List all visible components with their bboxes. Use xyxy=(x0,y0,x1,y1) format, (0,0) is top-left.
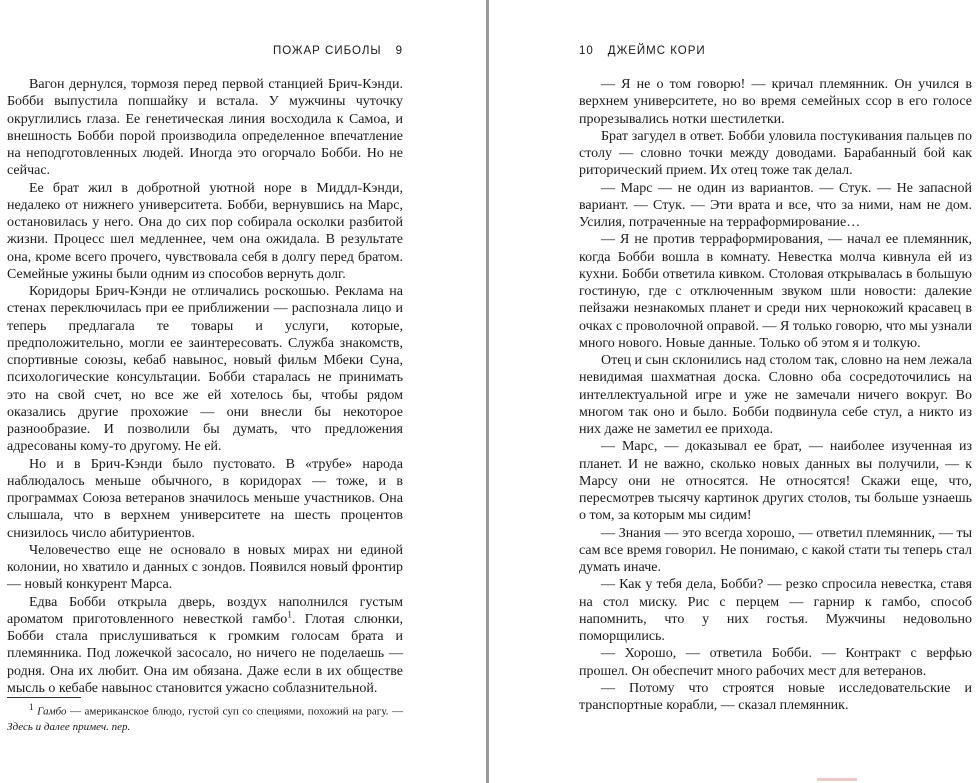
paragraph: Едва Бобби открыла дверь, воздух наполнился густым ароматом приготовленного невесткой гамбо$^1$. Глотая слюнки, Бобби стала прислушиваться к громким голосам брата и племянника. Под ложечкой засосало, но ничего не поделаешь — родня. Она их любит. Она им обязана. Даже если в их обществе мысль о кебабе навынос становится ужасно соблазнительной. xyxy=(7,594,404,696)
paragraph: Брат загудел в ответ. Бобби уловила постукивания пальцев по столу — словно точки между доводами. Барабанный бой как риторический прием. Их отец тоже так делал. xyxy=(579,128,972,179)
paragraph: Отец и сын склонились над столом так, словно на нем лежала невидимая шахматная доска. Словно оба сосредоточились на интеллектуальной игре и уже не замечали ничего вокруг. Во многом так оно и было. Бобби подвинула себе стул, а никто из них даже не заметил ее прихода. xyxy=(579,353,972,437)
paragraph: Коридоры Брич-Кэнди не отличались роскошью. Реклама на стенах переключилась при ее приближении — распознала лицо и теперь предлагала те товары и услуги, которые, предположительно, могли ее заинтересовать. Служба знакомств, спортивные союзы, кебаб навынос, новый фильм Мбеки Суна, психологические консультации. Бобби старалась не принимать это на свой счет, но все же ей хотелось бы, чтобы рядом оказались другие прохожие — они внесли бы некоторое разнообразие. И позволили бы думать, что предложения адресованы кому-то другому. Не ей. xyxy=(7,284,403,455)
paragraph: — Знания — это всегда хорошо, — ответил племянник, — ты сам все время говорил. Не понимаю, с какой стати ты теперь стал думать иначе. xyxy=(579,525,972,575)
paragraph: Ее брат жил в добротной уютной норе в Миддл-Кэнди, недалеко от нижнего университета. Бобби, вернувшись на Марс, остановилась у него. Она до сих пор собирала осколки разбитой жизни. Процесс шел медленнее, чем она ожидала. В результате она, кроме всего прочего, чувствовала себя в долгу перед братом. Семейные ужины были одним из способов вернуть долг. xyxy=(7,180,403,282)
right-page xyxy=(489,0,976,783)
paragraph: Вагон дернулся, тормозя перед первой станцией Брич-Кэнди. Бобби выпустила попшайку и встала. У мужчины чуточку округлились глаза. Ее генетическая линия восходила к Самоа, и внешность Бобби порой производила определенное впечатление на неподготовленных людей. Иногда это огорчало Бобби. Но не сейчас. xyxy=(7,77,403,179)
page-number: 9 xyxy=(395,45,403,57)
footnote-marker: 1 xyxy=(29,702,34,712)
footnote-divider xyxy=(7,697,81,698)
paragraph-end: Глотая слюнки, Бобби стала прислушиваться к громким голосам брата и племянника. Под ложечкой засосало, но ничего не поделаешь — родня. Она их любит. Она им обязана. Даже если в их обществе мысль о кебабе навынос становится ужасно соблазнительной. xyxy=(7,611,404,696)
footnote xyxy=(7,700,403,735)
paragraph: — Я не против терраформирования, — начал ее племянник, когда Бобби вошла в комнату. Невестка молча кивнула ей из кухни. Бобби ответила кивком. Столовая открывалась в большую гостиную, где с отключенным звуком шли новости: далекие пейзажи незнакомых планет и среди них чернокожий красавец в очках с проволочной оправой. — Я только говорю, что мы узнали много нового. Новые данные. Только об этом я и толкую. xyxy=(579,232,972,351)
footnote-term: Гамбо xyxy=(37,705,67,718)
running-head-left xyxy=(273,45,403,57)
footnote-text: — американское блюдо, густой суп со специями, похожий на рагу. — xyxy=(66,705,403,718)
paragraph: — Марс, — доказывал ее брат, — наиболее изученная из планет. И не важно, сколько новых данных вы получили, — к Марсу они не относятся. Не относятся! Скажи еще, что, пересмотрев тысячу картинок других столов, ты больше узнаешь о том, за которым мы сидим! xyxy=(579,439,972,524)
page-number: 10 xyxy=(579,45,594,57)
running-head-title: ДЖЕЙМС КОРИ xyxy=(607,45,706,57)
paragraph: — Как у тебя дела, Бобби? — резко спросила невестка, ставя на стол миску. Рис с перцем — гарнир к гамбо, способ напомнить, что у них гостья. Мужчины недовольно поморщились. xyxy=(579,577,972,644)
left-page xyxy=(0,0,486,783)
page-mark xyxy=(817,778,857,781)
body-text-right xyxy=(579,76,972,714)
paragraph: — Марс — не один из вариантов. — Стук. — Не запасной вариант. — Стук. — Эти врата и все, что за ними, нам не дом. Усилия, потраченные на терраформирование… xyxy=(579,180,972,230)
footnote-note: Здесь и далее примеч. пер. xyxy=(7,720,131,733)
paragraph: Но и в Брич-Кэнди было пустовато. В «трубе» народа наблюдалось меньше обычного, в коридорах — тоже, и в программах Союза ветеранов значилось меньше участников. Она слышала, что в верхнем университете на шесть процентов снизилось число абитуриентов. xyxy=(7,456,403,541)
body-text-left xyxy=(7,76,403,697)
footnote-reference: 1 xyxy=(287,609,292,620)
running-head-title: ПОЖАР СИБОЛЫ xyxy=(272,45,382,57)
running-head-right xyxy=(579,45,706,57)
paragraph: — Хорошо, — ответила Бобби. — Контракт с верфью прошел. Он обеспечит много рабочих мест для ветеранов. xyxy=(579,646,972,679)
paragraph: — Потому что строятся новые исследовательские и транспортные корабли, — сказал племянник. xyxy=(579,680,972,713)
paragraph-start: Едва Бобби открыла дверь, воздух наполнился густым ароматом приготовленного невесткой гамбо xyxy=(7,594,403,627)
paragraph: Человечество еще не основало в новых мирах ни единой колонии, но хватило и данных с зондов. Появился новый фронтир — новый конкурент Марса. xyxy=(7,542,403,593)
paragraph: — Я не о том говорю! — кричал племянник. Он учился в верхнем университете, но во время семейных ссор в его голосе прорезывались нотки шестилетки. xyxy=(579,77,972,127)
